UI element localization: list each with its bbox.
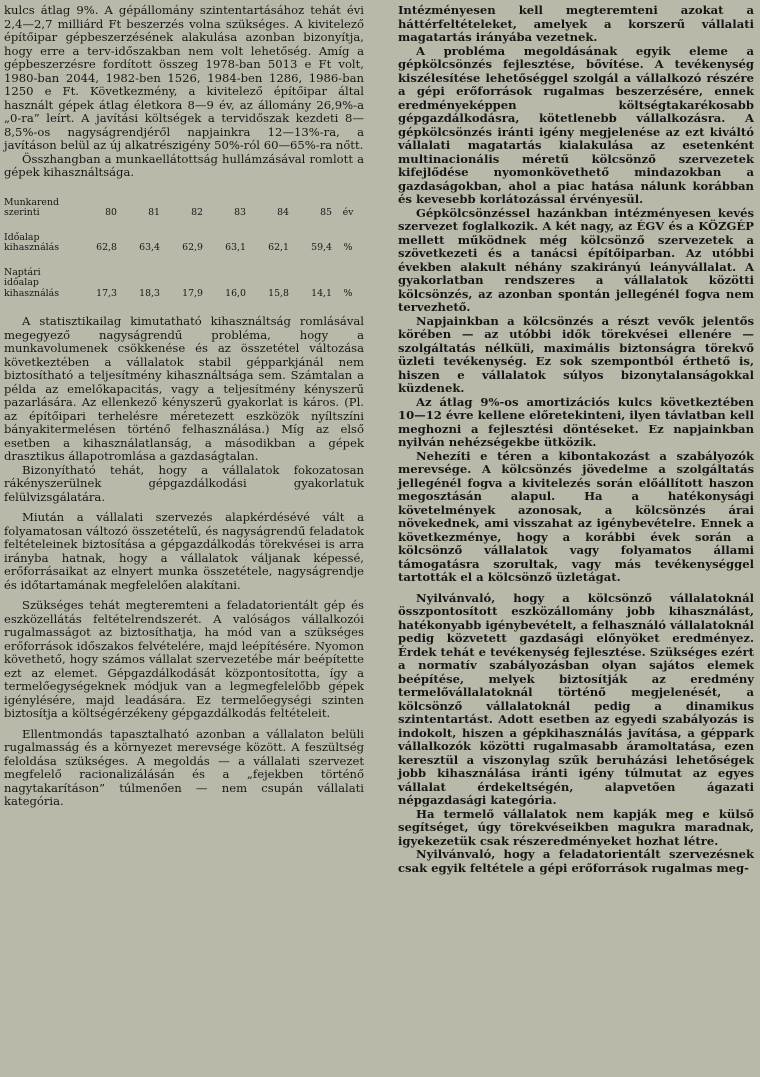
paragraph: Napjainkban a kölcsönzés a részt vevők jelentős körében — az utóbbi idők törekvései ellenére — szolgáltatás nélküli, maximális biztonságra törekvő üzleti tevékenység. Ez sok szempontból érthető is, hiszen e vállalatok súlyos bizonytalanságokkal küzdenek. — [398, 313, 754, 395]
table-row — [4, 233, 364, 254]
paragraph: Ha termelő vállalatok nem kapják meg e külső segítséget, úgy törekvéseikben magukra maradnak, igyekezetük csak részeredményeket hozhat létre. — [398, 806, 754, 848]
table-row-label: Naptári időalap kihasználás — [4, 266, 60, 299]
paragraph: Nyilvánvaló, hogy a kölcsönző vállalatoknál összpontosított eszközállomány jobb kihasználást, hatékonyabb igénybevételt, a felhasználó vállalatoknál pedig közvetett gazdasági előnyöket eredményez. Érdek tehát e tevékenység fejlesztése. Szükséges ezért a normatív szabályozásban olyan sajátos elemek beépítése, melyek biztosítják az eredmény termelővállalatoknál történő megjelenését, a kölcsönző vállalatoknál pedig a dinamikus szintentartást. Adott esetben az egyedi szabályozás is indokolt, hiszen a gépkihasználás javítása, a géppark vállalkozók közötti rugalmasabb áramoltatása, ezen keresztül a viszonylag szűk beruházási lehetőségek jobb kihasználása iránti igény túlmutat az egyes vállalat érdekeltségén, alapvetően ágazati népgazdasági kategória. — [398, 590, 755, 807]
table-cell-unit: % — [343, 242, 353, 253]
paragraph: Az átlag 9%-os amortizációs kulcs következtében 10—12 évre kellene előretekinteni, ilyen távlatban kell meghozni a fejlesztési döntéseket. Ez napjainkban nyilván nehézségekbe ütközik. — [398, 394, 754, 449]
paragraph: Bizonyítható tehát, hogy a vállalatok fokozatosan rákényszerülnek gépgazdálkodási gyakorlatuk felülvizsgálatára. — [4, 462, 364, 504]
paragraph: A probléma megoldásának egyik eleme a gépkölcsönzés fejlesztése, bővítése. A tevékenység kiszélesítése lehetőséggel szolgál a vállalkozó részére a gépi erőforrások rugalmas beszerzésére, ennek eredményeképpen költségtakarékosabb gépgazdálkodásra, kötetlenebb vállalkozásra. A gépkölcsönzés iránti igény megjelenése az ezt kiváltó vállalati magatartás kialakulása az esetenként multinacionális méretű kölcsönző szervezetek kifejlődése nyomonkövethető mindazokban a gazdaságokban, ahol a piac hatása nálunk korábban és kevesebb korlátozással érvényesül. — [398, 43, 754, 206]
paragraph: Összhangban a munkaellátottság hullámzásával romlott a gépek kihasználtsága. — [4, 151, 364, 179]
table-row — [4, 268, 364, 300]
right-column — [398, 4, 754, 875]
utilization-table — [4, 198, 364, 300]
table-cell: 63,4 — [139, 242, 160, 253]
table-header-label: Munkarend szerinti — [4, 196, 60, 218]
table-cell: 15,8 — [268, 287, 289, 299]
paragraph: Intézményesen kell megteremteni azokat a háttérfeltételeket, amelyek a korszerű vállalati magatartás irányába vezetnek. — [398, 3, 754, 44]
table-cell: 62,8 — [96, 242, 117, 253]
table-cell: 17,3 — [96, 287, 117, 299]
table-header-unit: év — [342, 207, 354, 218]
paragraph: Szükséges tehát megteremteni a feladatorientált gép és eszközellátás feltételrendszerét. A valóságos vállalkozói rugalmasságot az biztosíthatja, ha mód van a szükséges erőforrások időszakos felvételére, majd leépítésére. Nyomon követhető, hogy számos vállalat szervezetébe már beépítette ezt az elemet. Gépgazdálkodását központosította, így a termelőegységeknek módjuk van a legmegfelelőbb gépek igénylésére, majd leadására. Ez termelőegységi szinten biztosítja a költségérzékeny gépgazdálkodás feltételeit. — [4, 598, 364, 720]
paragraph: Miután a vállalati szervezés alapkérdésévé vált a folyamatosan változó összetételű, és nagyságrendű feladatok feltételeinek biztosítása a gépgazdálkodás törekvései is arra irányba hatnak, hogy a vállalatok váljanak képessé, erőforrásaikat az elnyert munka összetétele, nagyságrendje és időtartamának megfelelően alakítani. — [4, 510, 364, 592]
table-header-year: 85 — [320, 207, 332, 218]
left-column — [4, 4, 364, 809]
paragraph: Ellentmondás tapasztalható azonban a vállalaton belüli rugalmasság és a környezet merevsége között. A feszültség feloldása szükséges. A megoldás — a vállalati szervezet megfelelő racionalizálásán és a „fejekben történő nagytakarításon” túlmenően — nem csupán vállalati kategória. — [4, 726, 364, 808]
table-cell: 62,1 — [268, 242, 289, 253]
table-header-year: 83 — [234, 207, 246, 218]
table-cell: 63,1 — [225, 242, 246, 253]
table-cell: 62,9 — [182, 242, 203, 253]
table-row-label: Időalap kihasználás — [4, 231, 60, 253]
table-header-row — [4, 198, 364, 219]
table-header-year: 80 — [105, 207, 117, 218]
table-cell: 59,4 — [311, 242, 332, 253]
table-cell-unit: % — [343, 287, 353, 299]
table-header-year: 84 — [277, 207, 289, 218]
table-cell: 14,1 — [311, 287, 332, 299]
table-cell: 16,0 — [225, 287, 246, 299]
table-header-year: 82 — [191, 207, 203, 218]
paragraph: Nyilvánvaló, hogy a feladatorientált szervezésnek csak egyik feltétele a gépi erőforrások rugalmas meg- — [398, 847, 754, 875]
table-cell: 18,3 — [139, 287, 160, 299]
paragraph: Nehezíti e téren a kibontakozást a szabályozók merevsége. A kölcsönzés jövedelme a szolgáltatás jellegénél fogva a kivitelezés során előállított haszon megosztásán alapul. Ha a hatékonysági követelmények azonosak, a kölcsönzés árai növekednek, ami visszahat az igénybevételre. Ennek a következménye, hogy a korábbi évek során a kölcsönző vállalatok vagy folyamatos állami támogatásra szorultak, vagy más tevékenységgel tartották el a kölcsönző üzletágat. — [398, 448, 754, 584]
table-cell: 17,9 — [182, 287, 203, 299]
paragraph: Gépkölcsönzéssel hazánkban intézményesen kevés szervezet foglalkozik. A két nagy, az ÉGV és a KÖZGÉP mellett működnek még kölcsönző szervezetek a szövetkezeti és a tanácsi építőiparban. Az utóbbi években alakult néhány szakirányú leányvállalat. A gyakorlatban rendszeres a vállalatok közötti kölcsönzés, az azonban spontán jellegénél fogva nem tervezhető. — [398, 205, 754, 314]
paragraph: A statisztikailag kimutatható kihasználtság romlásával megegyező nagyságrendű probléma, hogy a munkavolumenek csökkenése és az összetétel változása következtében a vállalatok stabil gépparkjánál nem biztosítható a teljesítmény kihasználtsága sem. Számtalan a példa az emelőkapacitás, vagy a teljesítmény kényszerű pazarlására. Az ellenkező kényszerű gyakorlat is káros. (Pl. az építőipari terhelésre méretezett eszközök nyíltszíni bányakitermelésen történő felhasználása.) Míg az első esetben a kihasználatlanság, a másodikban a gépek drasztikus állapotromlása a gazdaságtalan. — [4, 314, 364, 463]
paragraph: kulcs átlag 9%. A gépállomány szintentartásához tehát évi 2,4—2,7 milliárd Ft beszerzés volna szükséges. A kivitelező építőipar gépbeszerzésének alakulása azonban bizonyítja, hogy erre a terv-időszakban nem volt lehetőség. Amíg a gépbeszerzésre fordított összeg 1978-ban 5013 e Ft volt, 1980-ban 2044, 1982-ben 1526, 1984-ben 1286, 1986-ban 1250 e Ft. Következmény, a kivitelező építőipar által használt gépek átlag életkora 8—9 év, az állomány 26,9%-a „0-ra” leírt. A javítási költségek a tervidőszak kezdeti 8—8,5%-os nagyságrendjéről napjainkra 12—13%-ra, a javításon belül az új alkatrészigény 50%-ról 60—65%-ra nőtt. — [4, 3, 364, 152]
table-header-year: 81 — [148, 207, 160, 218]
